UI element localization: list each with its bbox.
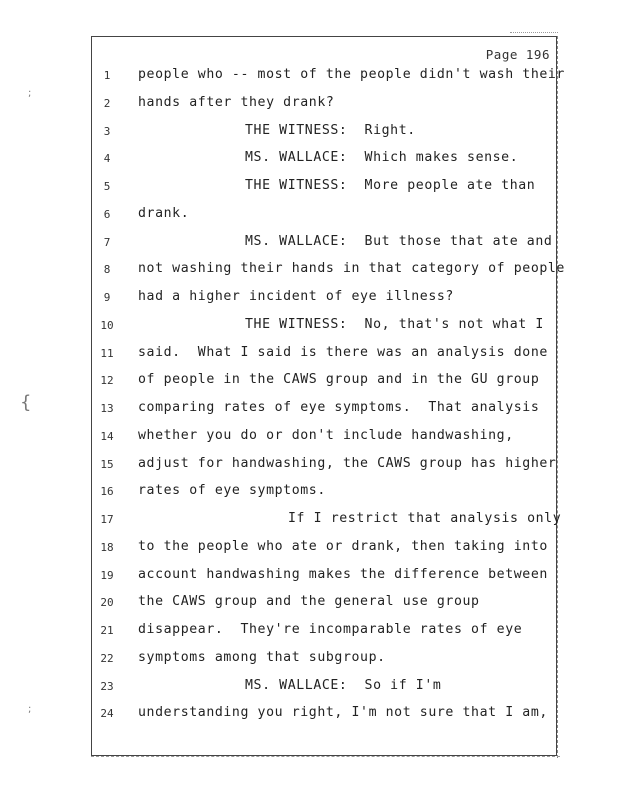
transcript-line [0, 400, 618, 420]
line-number: 10 [100, 318, 114, 332]
line-number: 15 [100, 457, 114, 471]
line-number: 16 [100, 485, 114, 499]
transcript-line [0, 456, 618, 476]
transcript-line [0, 123, 618, 143]
line-number: 18 [100, 540, 114, 554]
transcript-line [0, 705, 618, 725]
line-text: not washing their hands in that category of people [138, 261, 565, 277]
line-number: 11 [100, 346, 114, 360]
line-text: THE WITNESS: No, that's not what I [245, 316, 544, 332]
transcript-line [0, 483, 618, 503]
line-text: If I restrict that analysis only [288, 511, 562, 526]
line-text: the CAWS group and the general use group [138, 594, 480, 610]
margin-mark: ; [28, 88, 32, 99]
transcript-line [0, 178, 618, 198]
line-number: 22 [100, 651, 114, 665]
top-edge-rule [510, 32, 558, 33]
margin-mark: ; [28, 704, 32, 715]
line-number: 23 [100, 679, 114, 693]
line-text: THE WITNESS: More people ate than [245, 178, 536, 193]
line-text: to the people who ate or drank, then taking into [138, 538, 548, 554]
line-text: THE WITNESS: Right. [245, 122, 416, 138]
line-text: MS. WALLACE: Which makes sense. [245, 150, 519, 166]
transcript-line [0, 317, 618, 337]
line-number: 7 [103, 235, 111, 249]
line-number: 12 [100, 374, 114, 388]
line-number: 3 [103, 124, 111, 138]
line-text: symptoms among that subgroup. [138, 649, 386, 665]
transcript-line [0, 289, 618, 309]
transcript-page-frame [91, 36, 557, 756]
transcript-line [0, 622, 618, 642]
margin-mark: { [20, 392, 32, 413]
transcript-line [0, 650, 618, 670]
line-text: MS. WALLACE: So if I'm [245, 677, 442, 693]
page-number: Page 196 [485, 47, 550, 62]
line-text: account handwashing makes the difference between [138, 566, 548, 582]
line-text: comparing rates of eye symptoms. That analysis [138, 400, 540, 415]
line-number: 1 [103, 69, 111, 82]
line-number: 8 [103, 263, 111, 277]
transcript-line [0, 95, 618, 115]
line-number: 4 [103, 152, 111, 166]
line-text: whether you do or don't include handwashing, [138, 427, 514, 443]
line-text: understanding you right, I'm not sure that I am, [138, 705, 548, 721]
line-number: 19 [100, 568, 114, 582]
line-text: drank. [138, 205, 190, 221]
transcript-line [0, 372, 618, 392]
line-text: adjust for handwashing, the CAWS group has higher [138, 455, 557, 471]
line-text: MS. WALLACE: But those that ate and [245, 233, 553, 249]
line-text: of people in the CAWS group and in the GU group [138, 372, 540, 388]
transcript-line [0, 511, 618, 531]
line-number: 20 [100, 596, 114, 610]
transcript-line [0, 261, 618, 281]
line-text: had a higher incident of eye illness? [138, 289, 454, 304]
line-number: 5 [103, 180, 111, 193]
transcript-line [0, 567, 618, 587]
bottom-edge-rule [91, 756, 560, 757]
transcript-line [0, 539, 618, 559]
line-number: 21 [100, 624, 114, 637]
line-number: 13 [100, 402, 114, 415]
line-number: 24 [100, 707, 114, 721]
line-number: 14 [100, 429, 114, 443]
transcript-line [0, 678, 618, 698]
transcript-line [0, 150, 618, 170]
line-text: people who -- most of the people didn't wash their [138, 67, 565, 82]
transcript-line [0, 594, 618, 614]
line-text: hands after they drank? [138, 94, 335, 110]
transcript-line [0, 234, 618, 254]
line-number: 2 [103, 96, 111, 110]
transcript-line [0, 67, 618, 87]
line-number: 6 [103, 207, 111, 221]
transcript-line [0, 428, 618, 448]
line-text: disappear. They're incomparable rates of eye [138, 622, 523, 637]
line-text: said. What I said is there was an analysis done [138, 344, 548, 360]
line-text: rates of eye symptoms. [138, 483, 326, 499]
line-number: 9 [103, 291, 111, 304]
line-number: 17 [100, 513, 114, 526]
transcript-line [0, 345, 618, 365]
transcript-line [0, 206, 618, 226]
